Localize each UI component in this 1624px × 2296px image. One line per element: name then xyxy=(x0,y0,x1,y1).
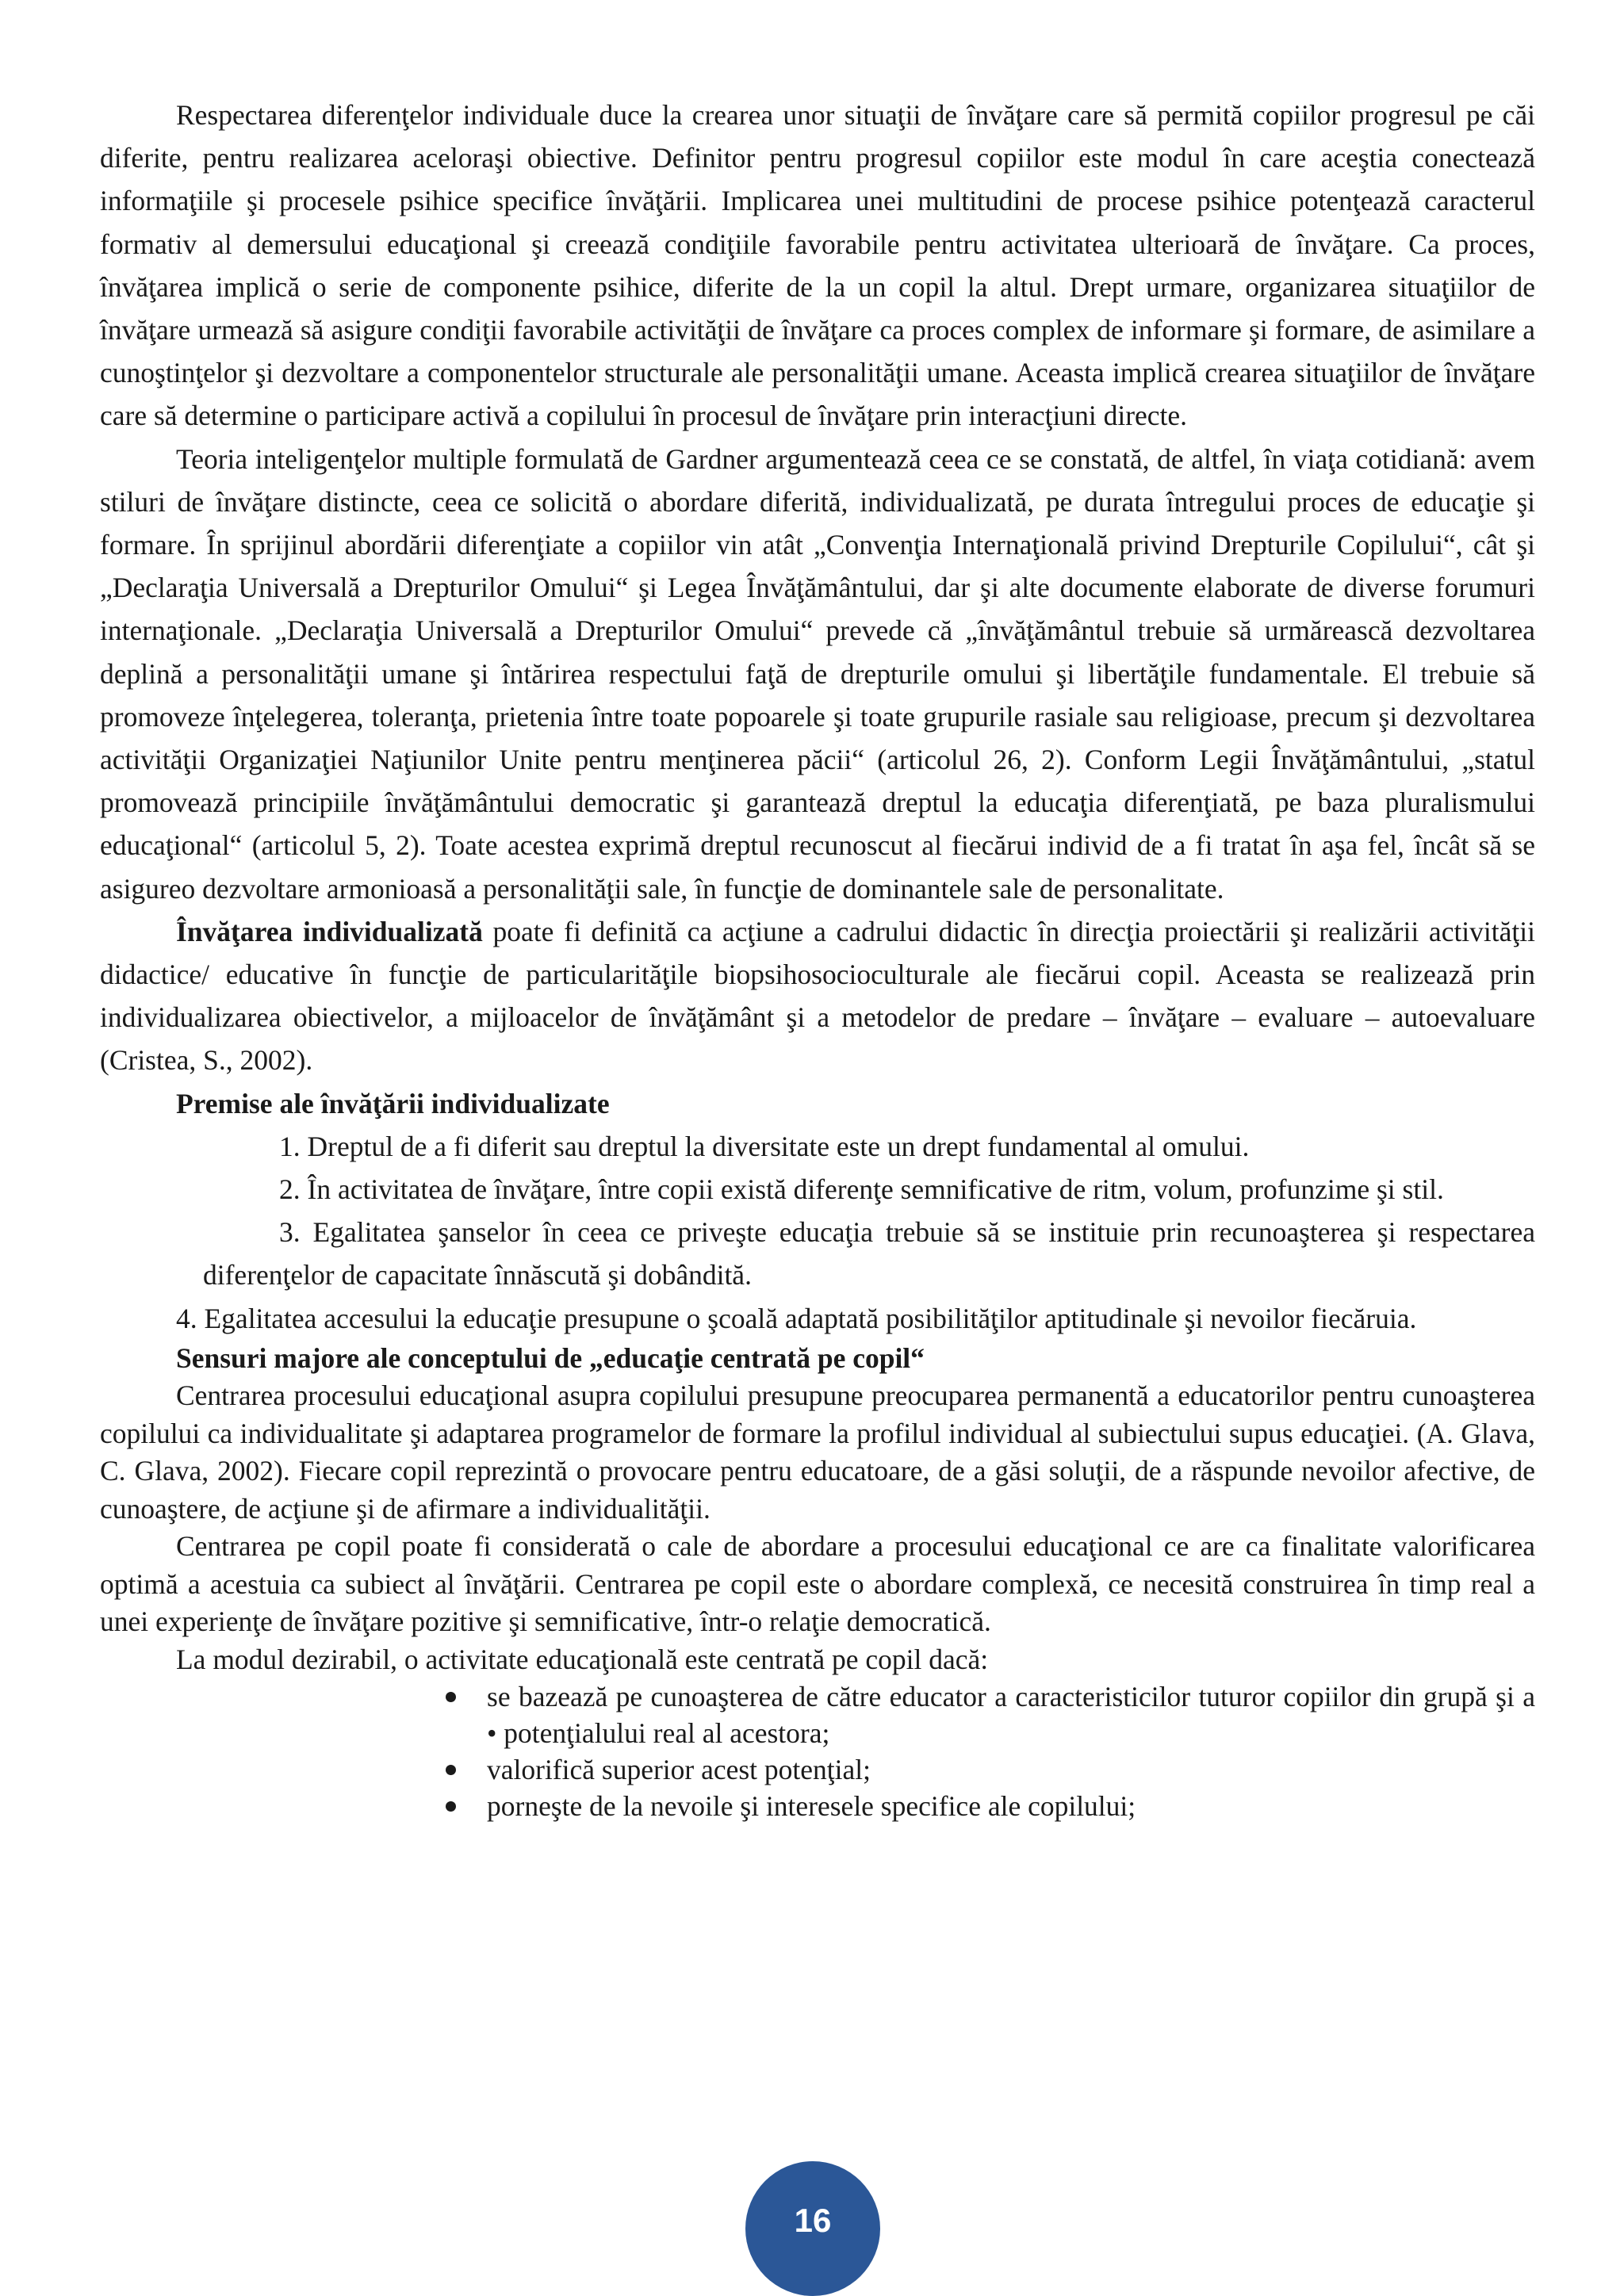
paragraph-child-centered-approach: Centrarea pe copil poate fi considerată o cale de abordare a procesului educaţional ce are ca finalitate valorificarea optimă a acestuia ca subiect al învăţării. Centrarea pe copil este o abordare complexă, ce necesită construirea în timp real a unei experienţe de învăţare pozitive şi semnificative, într-o relaţie democratică. xyxy=(100,1530,1535,1638)
premise-item-4: 4. Egalitatea accesului la educaţie presupune o şcoală adaptată posibilităţilor aptitudinale şi nevoilor fiecăruia. xyxy=(176,1302,1417,1334)
document-body xyxy=(100,94,1535,1824)
bullet-icon xyxy=(446,1692,456,1702)
paragraph-conditions-intro: La modul dezirabil, o activitate educaţională este centrată pe copil dacă: xyxy=(176,1643,989,1675)
paragraph-child-centered-process: Centrarea procesului educaţional asupra copilului presupune preocuparea permanentă a educatorilor pentru cunoaşterea copilului ca individualitate şi adaptarea programelor de formare la profilul individual al subiectului supus educaţiei. (A. Glava, C. Glava, 2002). Fiecare copil reprezintă o provocare pentru educatoare, de a găsi soluţii, de a răspunde nevoilor afective, de cunoaştere, de acţiune şi de afirmare a individualităţii. xyxy=(100,1380,1535,1525)
list-item: se bazează pe cunoaşterea de către educator a caracteristicilor tuturor copiilor din grupă şi a • potenţialului real al acestora; xyxy=(442,1678,1535,1751)
paragraph-differences: Respectarea diferenţelor individuale duce la crearea unor situaţii de învăţare care să permită copiilor progresul pe căi diferite, pentru realizarea aceloraşi obiective. Definitor pentru progresul copiilor este modul în care aceştia conectează informaţiile şi procesele psihice specifice învăţării. Implicarea unei multitudini de procese psihice potenţează caracterul formativ al demersului educaţional şi creează condiţiile favorabile pentru activitatea ulterioară de învăţare. Ca proces, învăţarea implică o serie de componente psihice, diferite de la un copil la altul. Drept urmare, organizarea situaţiilor de învăţare urmează să asigure condiţii favorabile activităţii de învăţare ca proces complex de informare şi formare, de asimilare a cunoştinţelor şi dezvoltare a componentelor structurale ale personalităţii umane. Aceasta implică crearea situaţiilor de învăţare care să determine o participare activă a copilului în procesul de învăţare prin interacţiuni directe. xyxy=(100,99,1535,432)
bullet-icon xyxy=(446,1765,456,1775)
list-item: valorifică superior acest potenţial; xyxy=(442,1751,1535,1788)
premise-item-1: 1. Dreptul de a fi diferit sau dreptul la diversitate este un drept fundamental al omului. xyxy=(279,1130,1250,1162)
premise-item-3: 3. Egalitatea şanselor în ceea ce priveşte educaţia trebuie să se instituie prin recunoaşterea şi respectarea diferenţelor de capacitate înnăscută şi dobândită. xyxy=(203,1216,1535,1292)
paragraph-individualized-learning-text: poate fi definită ca acţiune a cadrului didactic în direcţia proiectării şi realizării activităţii didactice/ educative în funcţie de particularităţile biopsihosocioculturale ale fiecărui copil. Aceasta se realizează prin individualizarea obiectivelor, a mijloacelor de învăţământ şi a metodelor de predare – învăţare – evaluare – autoevaluare (Cristea, S., 2002). xyxy=(100,915,1535,1077)
heading-child-centered: Sensuri majore ale conceptului de „educaţie centrată pe copil“ xyxy=(176,1341,925,1374)
list-item: porneşte de la nevoile şi interesele specifice ale copilului; xyxy=(442,1788,1535,1824)
bullet-icon xyxy=(446,1801,456,1812)
conditions-list xyxy=(100,1678,1535,1824)
premise-item-2: 2. În activitatea de învăţare, între copii există diferenţe semnificative de ritm, volum, profunzime şi stil. xyxy=(279,1173,1444,1206)
term-individualized-learning: Învăţarea individualizată xyxy=(176,915,483,947)
paragraph-individualized-learning xyxy=(100,910,1535,1082)
paragraph-multiple-intelligences: Teoria inteligenţelor multiple formulată de Gardner argumentează ceea ce se constată, de altfel, în viaţa cotidiană: avem stiluri de învăţare distincte, ceea ce solicită o abordare diferită, individualizată, pe durata întregului proces de educaţie şi formare. În sprijinul abordării diferenţiate a copiilor vin atât „Convenţia Internaţională privind Drepturile Copilului“, cât şi „Declaraţia Universală a Drepturilor Omului“ şi Legea Învăţământului, dar şi alte documente elaborate de diverse forumuri internaţionale. „Declaraţia Universală a Drepturilor Omului“ prevede că „învăţământul trebuie să urmărească dezvoltarea deplină a personalităţii umane şi întărirea respectului faţă de drepturile omului şi libertăţile fundamentale. El trebuie să promoveze înţelegerea, toleranţa, prietenia între toate popoarele şi toate grupurile rasiale sau religioase, precum şi dezvoltarea activităţii Organizaţiei Naţiunilor Unite pentru menţinerea păcii“ (articolul 26, 2). Conform Legii Învăţământului, „statul promovează principiile învăţământului democratic şi garantează dreptul la educaţia diferenţiată, pe baza pluralismului educaţional“ (articolul 5, 2). Toate acestea exprimă dreptul recunoscut al fiecărui individ de a fi tratat în aşa fel, încât să se asigureo dezvoltare armonioasă a personalităţii sale, în funcţie de dominantele sale de personalitate. xyxy=(100,442,1535,905)
page-number-badge: 16 xyxy=(745,2161,880,2296)
heading-premises: Premise ale învăţării individualizate xyxy=(176,1087,610,1119)
